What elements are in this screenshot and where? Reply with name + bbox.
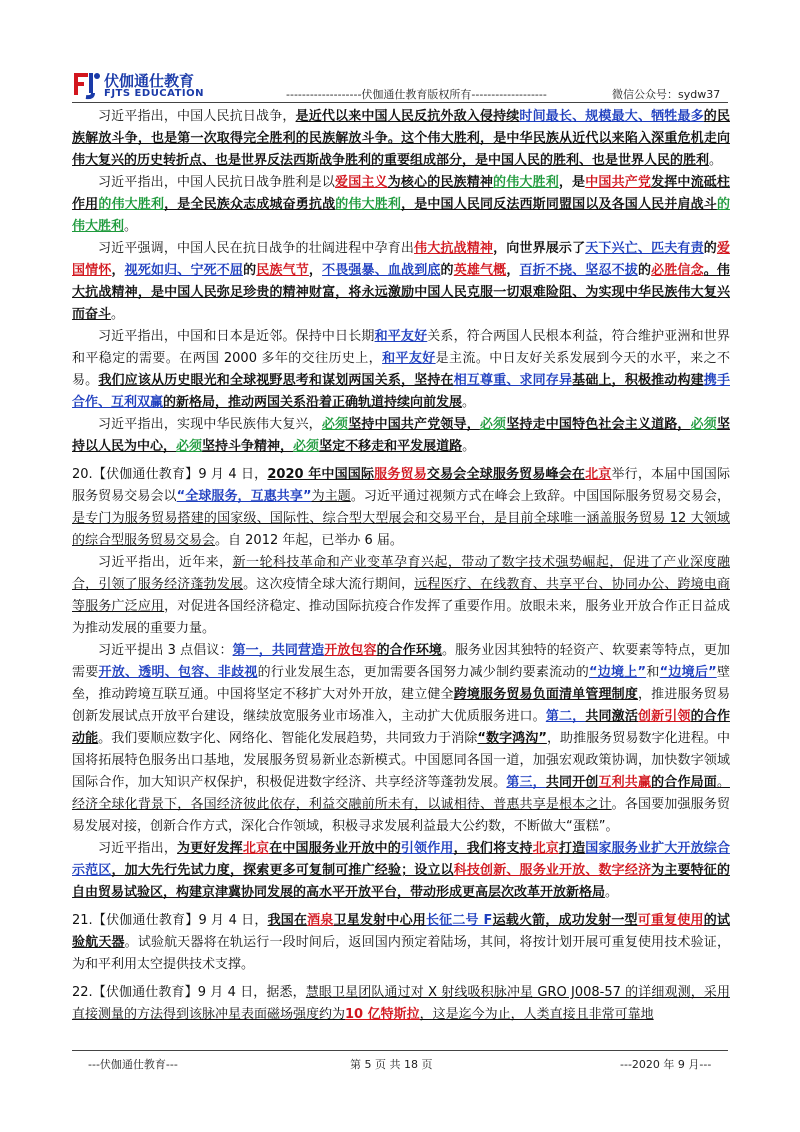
paragraph: 习近平指出，中国人民抗日战争胜利是以爱国主义为核心的民族精神的伟大胜利，是中国共产党发挥中流砥柱作用的伟大胜利，是全民族众志成城奋勇抗战的伟大胜利，是中国人民同反法西斯同盟国以及各国人民并肩战斗的伟大胜利。	[72, 175, 730, 234]
paragraph: 习近平指出，中国人民抗日战争，是近代以来中国人民反抗外敌入侵持续时间最长、规模最大、牺牲最多的民族解放斗争，也是第一次取得完全胜利的民族解放斗争。这个伟大胜利，是中华民族从近代以来陷入深重危机走向伟大复兴的历史转折点、也是世界反法西斯战争胜利的重要组成部分，是中国人民的胜利、也是世界人民的胜利。	[72, 109, 730, 168]
brand-logo	[72, 70, 102, 100]
footer-divider	[72, 1050, 728, 1051]
page-number: 第 5 页 共 18 页	[350, 1058, 433, 1071]
brand-name: 伏伽通仕教育	[104, 72, 195, 90]
footer-brand: ---伏伽通仕教育---	[88, 1058, 178, 1071]
header-divider	[72, 102, 728, 103]
brand-name-en: FJTS EDUCATION	[104, 88, 205, 99]
news-item-20: 20.【伏伽通仕教育】9 月 4 日，2020 年中国国际服务贸易交易会全球服务贸易峰会在北京举行，本届中国国际服务贸易交易会以“全球服务，互惠共享”为主题。习近平通过视频方式在峰会上致辞。中国国际服务贸易交易会，是专门为服务贸易搭建的国家级、国际性、综合型大型展会和交易平台，是目前全球唯一涵盖服务贸易 12 大领域的综合型服务贸易交易会。自 2012 年起，已举办 6 届。	[72, 467, 730, 548]
paragraph: 习近平强调，中国人民在抗日战争的壮阔进程中孕育出伟大抗战精神，向世界展示了天下兴亡、匹夫有责的爱国情怀，视死如归、宁死不屈的民族气节，不畏强暴、血战到底的英雄气概，百折不挠、坚忍不拔的必胜信念。伟大抗战精神，是中国人民弥足珍贵的精神财富，将永远激励中国人民克服一切艰难险阻、为实现中华民族伟大复兴而奋斗。	[72, 241, 730, 322]
paragraph: 习近平指出，近年来，新一轮科技革命和产业变革孕育兴起，带动了数字技术强势崛起，促进了产业深度融合，引领了服务经济蓬勃发展。这次疫情全球大流行期间，远程医疗、在线教育、共享平台、协同办公、跨境电商等服务广泛应用，对促进各国经济稳定、推动国际抗疫合作发挥了重要作用。放眼未来，服务业开放合作正日益成为推动发展的重要力量。	[72, 555, 730, 636]
news-item-21: 21.【伏伽通仕教育】9 月 4 日，我国在酒泉卫星发射中心用长征二号 F运载火箭，成功发射一型可重复使用的试验航天器。试验航天器将在轨运行一段时间后，返回国内预定着陆场，其间，将按计划开展可重复使用技术验证，为和平利用太空提供技术支撑。	[72, 913, 730, 972]
paragraph: 习近平指出，实现中华民族伟大复兴，必须坚持中国共产党领导，必须坚持走中国特色社会主义道路，必须坚持以人民为中心，必须坚持斗争精神，必须坚定不移走和平发展道路。	[72, 417, 730, 454]
paragraph: 习近平指出，为更好发挥北京在中国服务业开放中的引领作用，我们将支持北京打造国家服务业扩大开放综合示范区，加大先行先试力度，探索更多可复制可推广经验；设立以科技创新、服务业开放、数字经济为主要特征的自由贸易试验区，构建京津冀协同发展的高水平开放平台，带动形成更高层次改革开放新格局。	[72, 841, 730, 900]
paragraph: 习近平指出，中国和日本是近邻。保持中日长期和平友好关系，符合两国人民根本利益，符合维护亚洲和世界和平稳定的需要。在两国 2000 多年的交往历史上，和平友好是主流。中日友好关系发展到今天的水平，来之不易。我们应该从历史眼光和全球视野思考和谋划两国关系，坚持在相互尊重、求同存异基础上，积极推动构建携手合作、互利双赢的新格局，推动两国关系沿着正确轨道持续向前发展。	[72, 329, 730, 410]
document-body	[72, 106, 730, 1026]
header-wechat: 微信公众号：sydw37	[612, 88, 721, 101]
footer-date: ---2020 年 9 月---	[620, 1058, 712, 1071]
news-item-22: 22.【伏伽通仕教育】9 月 4 日，据悉，慧眼卫星团队通过对 X 射线吸积脉冲星 GRO J008-57 的详细观测，采用直接测量的方法得到该脉冲星表面磁场强度约为10 亿特斯拉，这是迄今为止，人类直接且非常可靠地	[72, 985, 730, 1022]
paragraph: 习近平提出 3 点倡议：第一，共同营造开放包容的合作环境。服务业因其独特的轻资产、软要素等特点，更加需要开放、透明、包容、非歧视的行业发展生态，更加需要各国努力减少制约要素流动的“边境上”和“边境后”壁垒，推动跨境互联互通。中国将坚定不移扩大对外开放，建立健全跨境服务贸易负面清单管理制度，推进服务贸易创新发展试点开放平台建设，继续放宽服务业市场准入，主动扩大优质服务进口。第二，共同激活创新引领的合作动能。我们要顺应数字化、网络化、智能化发展趋势，共同致力于消除“数字鸿沟”，助推服务贸易数字化进程。中国将拓展特色服务出口基地，发展服务贸易新业态新模式。中国愿同各国一道，加强宏观政策协调，加快数字领域国际合作，加大知识产权保护，积极促进数字经济、共享经济等蓬勃发展。第三，共同开创互利共赢的合作局面。经济全球化背景下，各国经济彼此依存，利益交融前所未有，以诚相待、普惠共享是根本之计。各国要加强服务贸易发展对接，创新合作方式，深化合作领域，积极寻求发展利益最大公约数，不断做大“蛋糕”。	[72, 643, 730, 834]
header-copyright: -------------------伏伽通仕教育版权所有-------------------	[286, 88, 547, 101]
